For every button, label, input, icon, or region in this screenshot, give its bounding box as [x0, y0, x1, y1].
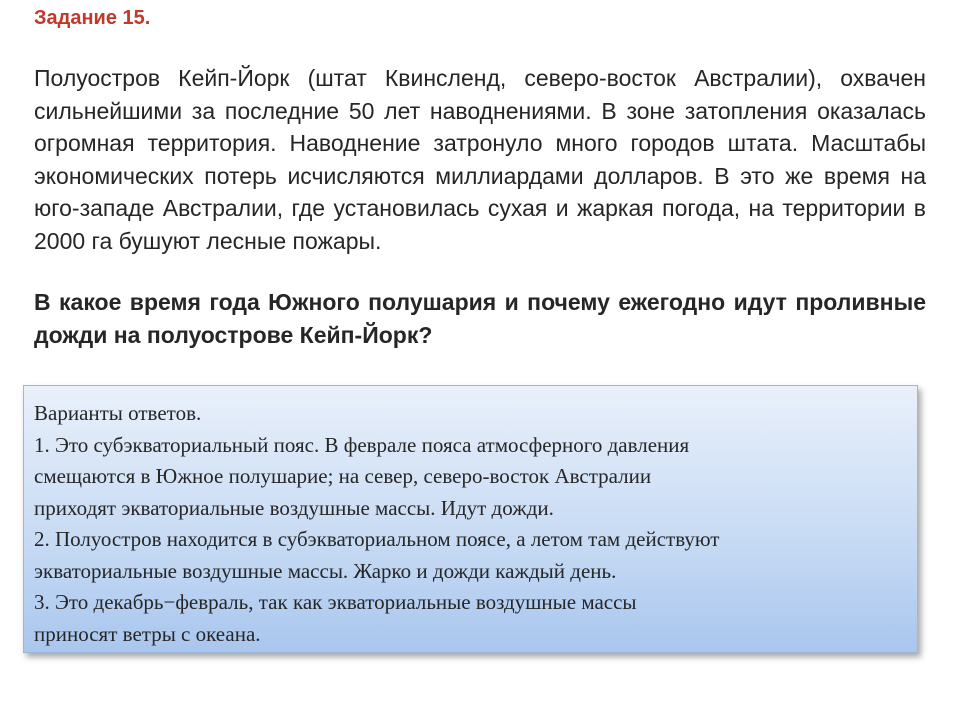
answer-line: 2. Полуостров находится в субэкваториальном поясе, а летом там действуют: [34, 527, 720, 551]
answer-line: приходят экваториальные воздушные массы. Идут дожди.: [34, 495, 554, 520]
answer-options-heading: Варианты ответов.: [34, 401, 202, 425]
answer-line: экваториальные воздушные массы. Жарко и дожди каждый день.: [34, 558, 617, 583]
answer-line: смещаются в Южное полушарие; на север, северо-восток Австралии: [34, 464, 652, 488]
answer-line: 1. Это субэкваториальный пояс. В феврале пояса атмосферного давления: [34, 432, 690, 457]
answer-line: 3. Это декабрь−февраль, так как экваториальные воздушные массы: [34, 590, 637, 614]
answer-line: приносят ветры с океана.: [34, 621, 261, 646]
task-description: Полуостров Кейп-Йорк (штат Квинсленд, северо-восток Австралии), охвачен сильнейшими за последние 50 лет наводнениями. В зоне затопления оказалась огромная территория. Наводнение затронуло много городов штата. Масштабы экономических потерь исчисляются миллиардами долларов. В это же время на юго-западе Австралии, где установилась сухая и жаркая погода, на территории в 2000 га бушуют лесные пожары.: [34, 65, 926, 254]
answer-options-box: [23, 385, 918, 653]
task-question: В какое время года Южного полушария и почему ежегодно идут проливные дожди на полуострове Кейп-Йорк?: [34, 289, 926, 348]
answer-options-text: [34, 398, 912, 650]
task-title: Задание 15.: [34, 7, 151, 29]
